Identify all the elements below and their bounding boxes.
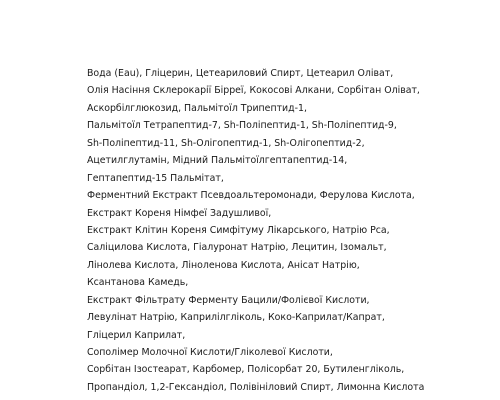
ingredients-line: Лінолева Кислота, Ліноленова Кислота, Анісат Натрію, — [87, 259, 360, 271]
ingredients-line: Ацетилглутамін, Мідний Пальмітоїлгептапептид-14, — [87, 155, 348, 167]
ingredients-line: Аскорбілглюкозид, Пальмітоїл Трипептид-1, — [87, 102, 307, 114]
ingredients-line: Саліцилова Кислота, Гіалуронат Натрію, Лецитин, Ізомальт, — [87, 242, 387, 254]
ingredients-line: Сорбітан Ізостеарат, Карбомер, Полісорбат 20, Бутиленгліколь, — [87, 364, 405, 376]
ingredients-line: Левулінат Натрію, Каприлілгліколь, Коко-Каприлат/Капрат, — [87, 312, 385, 324]
ingredients-line: Пальмітоїл Тетрапептид-7, Sh-Поліпептид-1, Sh-Поліпептид-9, — [87, 120, 397, 132]
ingredients-list — [87, 65, 487, 396]
ingredients-line: Пропандіол, 1,2-Гександіол, Полівініловий Спирт, Лимонна Кислота — [87, 381, 425, 393]
ingredients-line: Ксантанова Камедь, — [87, 277, 189, 289]
ingredients-line: Олія Насіння Склерокарії Бірреї, Кокосові Алкани, Сорбітан Оліват, — [87, 85, 420, 97]
ingredients-line: Гліцерил Каприлат, — [87, 329, 186, 341]
ingredients-line: Екстракт Фільтрату Ферменту Бацили/Фолієвої Кислоти, — [87, 294, 370, 306]
ingredients-line: Екстракт Клітин Кореня Симфітуму Лікарського, Натрію Pca, — [87, 224, 390, 236]
ingredients-line: Вода (Eau), Гліцерин, Цетеариловий Спирт, Цетеарил Оліват, — [87, 68, 394, 79]
ingredients-line: Гептапептид-15 Пальмітат, — [87, 172, 224, 184]
ingredients-line: Ферментний Екстракт Псевдоальтеромонади, Ферулова Кислота, — [87, 190, 415, 202]
ingredients-line: Sh-Поліпептид-11, Sh-Олігопептид-1, Sh-Олігопептид-2, — [87, 137, 365, 149]
ingredients-line: Сополімер Молочної Кислоти/Гліколевої Кислоти, — [87, 347, 333, 358]
ingredients-line: Екстракт Кореня Німфеї Задушливої, — [87, 207, 272, 219]
